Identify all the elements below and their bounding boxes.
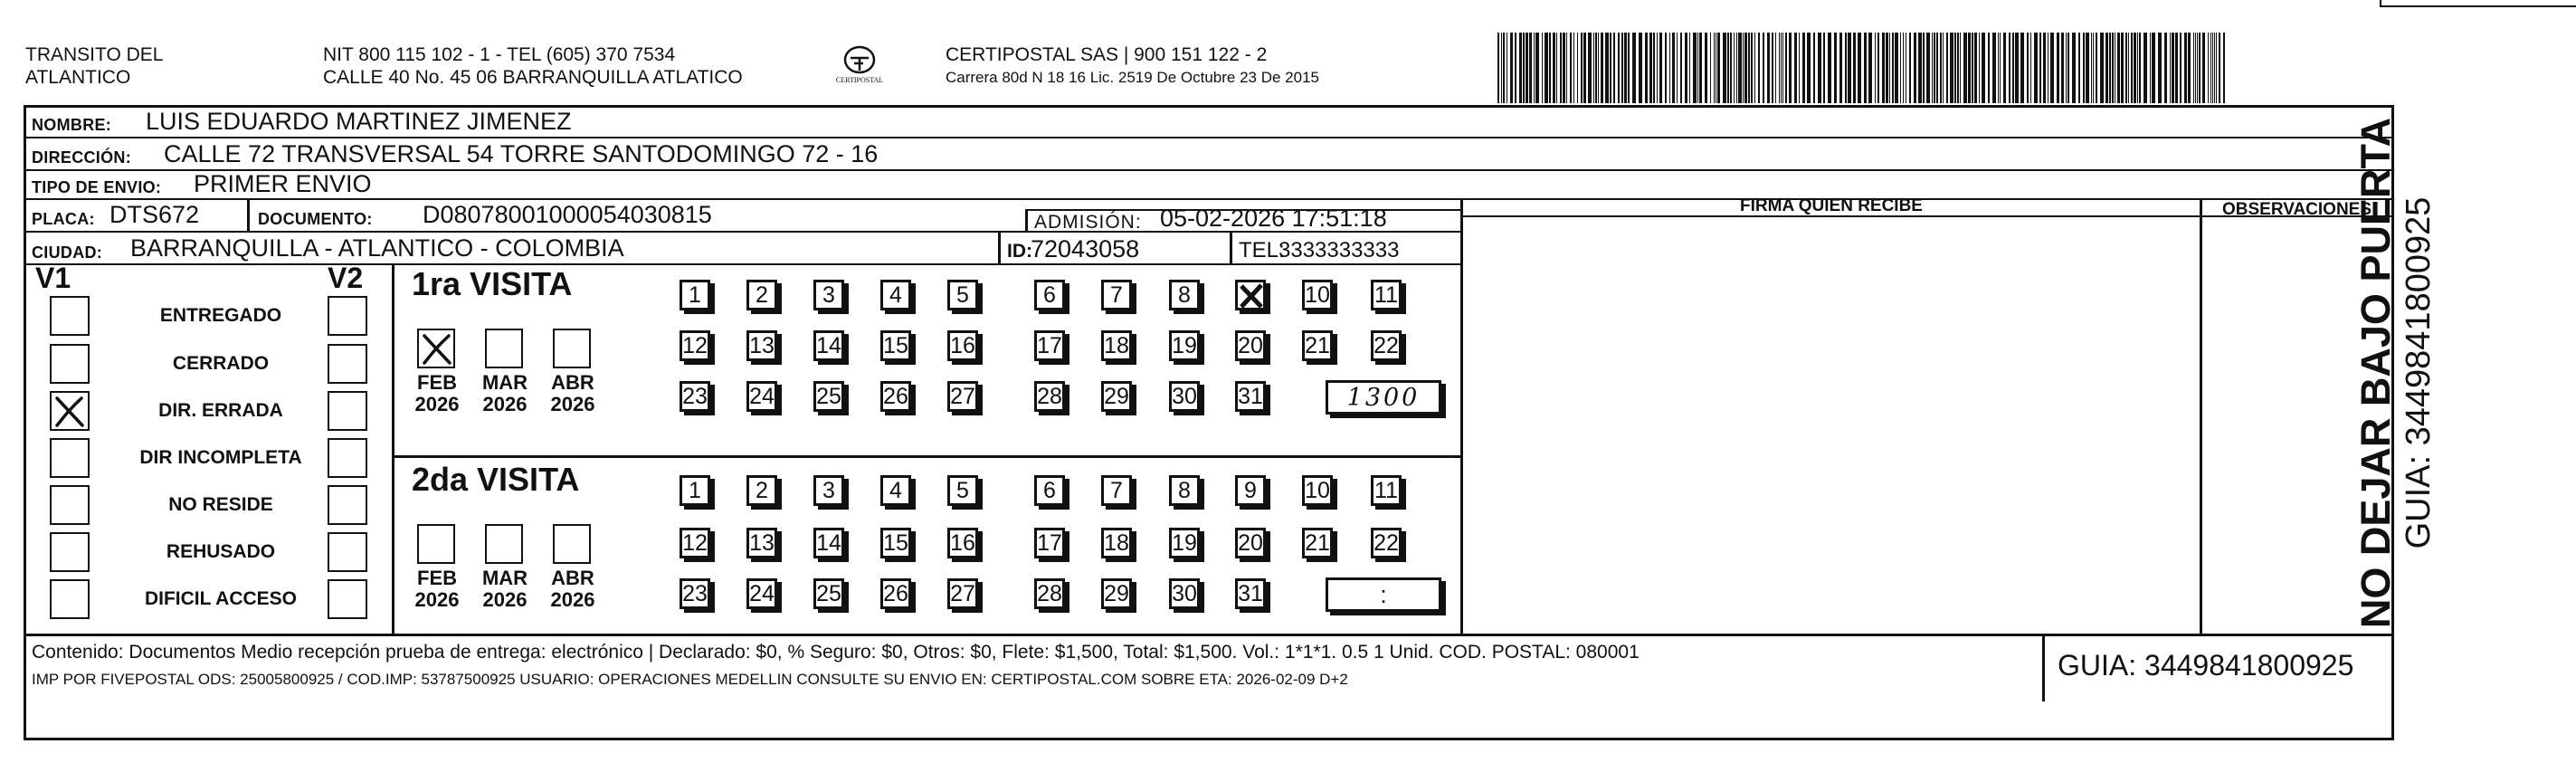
day-box[interactable]: 5 bbox=[947, 280, 978, 310]
v1-checkbox[interactable] bbox=[50, 344, 90, 384]
day-box[interactable]: 23 bbox=[680, 578, 710, 609]
day-box[interactable]: 11 bbox=[1371, 280, 1402, 310]
day-box[interactable]: 4 bbox=[880, 280, 911, 310]
visit2-title: 2da VISITA bbox=[412, 461, 580, 498]
tipo-envio-value: PRIMER ENVIO bbox=[194, 170, 372, 197]
day-box[interactable]: 3 bbox=[813, 475, 844, 506]
day-box[interactable]: 25 bbox=[813, 578, 844, 609]
day-box[interactable]: 18 bbox=[1101, 330, 1132, 361]
sender-address-line: CALLE 40 No. 45 06 BARRANQUILLA ATLATICO bbox=[323, 67, 743, 88]
courier-license-line: Carrera 80d N 18 16 Lic. 2519 De Octubre 23 De 2015 bbox=[946, 69, 1319, 86]
day-box[interactable]: 16 bbox=[947, 330, 978, 361]
admision-divider bbox=[1025, 209, 1028, 233]
day-box[interactable]: 21 bbox=[1302, 330, 1333, 361]
month-year: 2026 bbox=[482, 588, 528, 611]
day-box[interactable]: 22 bbox=[1371, 528, 1402, 558]
row-placa bbox=[26, 200, 1460, 233]
month-checkbox[interactable] bbox=[553, 524, 591, 564]
row-ciudad bbox=[26, 233, 1460, 265]
day-box[interactable]: 1 bbox=[680, 475, 710, 506]
day-box[interactable]: 8 bbox=[1169, 475, 1200, 506]
admision-label: ADMISIÓN: bbox=[1034, 212, 1142, 233]
sender-name bbox=[25, 43, 163, 89]
day-box[interactable]: 19 bbox=[1169, 528, 1200, 558]
day-box[interactable]: 28 bbox=[1034, 381, 1065, 412]
status-label: ENTREGADO bbox=[159, 305, 282, 326]
status-section bbox=[26, 262, 1460, 634]
month-year: 2026 bbox=[550, 588, 595, 611]
day-box[interactable]: 14 bbox=[813, 330, 844, 361]
barcode bbox=[1497, 33, 2230, 103]
day-box[interactable]: 4 bbox=[880, 475, 911, 506]
day-box[interactable]: 12 bbox=[680, 330, 710, 361]
month-label: MAR bbox=[481, 371, 528, 394]
id-label: ID: bbox=[1007, 241, 1032, 262]
day-box[interactable]: 27 bbox=[947, 381, 978, 412]
observaciones-label: OBSERVACIONES bbox=[2221, 200, 2372, 219]
day-box[interactable]: 2 bbox=[746, 475, 777, 506]
form-frame bbox=[24, 105, 2394, 740]
day-box[interactable]: 31 bbox=[1235, 381, 1266, 412]
day-box[interactable]: 13 bbox=[746, 330, 777, 361]
month-label: ABR bbox=[551, 567, 594, 589]
month-label: FEB bbox=[417, 567, 457, 589]
day-box[interactable]: 8 bbox=[1169, 280, 1200, 310]
day-box[interactable]: 13 bbox=[746, 528, 777, 558]
day-box[interactable]: 23 bbox=[680, 381, 710, 412]
day-box[interactable]: 15 bbox=[880, 528, 911, 558]
month-label: ABR bbox=[551, 371, 594, 394]
id-divider bbox=[998, 233, 1001, 265]
row-direccion bbox=[26, 138, 2391, 171]
month-year: 2026 bbox=[482, 393, 528, 415]
day-box[interactable]: 18 bbox=[1101, 528, 1132, 558]
visit1-title: 1ra VISITA bbox=[412, 265, 573, 302]
day-box[interactable] bbox=[1235, 280, 1266, 310]
v2-checkbox[interactable] bbox=[328, 579, 367, 619]
month-year: 2026 bbox=[414, 393, 460, 415]
day-box[interactable]: 15 bbox=[880, 330, 911, 361]
side-text-main: NO DEJAR BAJO PUERTA bbox=[2353, 117, 2399, 629]
documento-value: D08078001000054030815 bbox=[423, 201, 712, 228]
day-box[interactable]: 7 bbox=[1101, 280, 1132, 310]
month-checkbox[interactable] bbox=[417, 329, 455, 368]
firma-label: FIRMA QUIEN RECIBE bbox=[1740, 196, 1923, 215]
placa-divider bbox=[247, 200, 250, 233]
ciudad-value: BARRANQUILLA - ATLANTICO - COLOMBIA bbox=[130, 234, 624, 262]
day-box[interactable]: 25 bbox=[813, 381, 844, 412]
courier-logo-text: CERTIPOSTAL bbox=[835, 76, 884, 84]
nombre-value: LUIS EDUARDO MARTINEZ JIMENEZ bbox=[146, 108, 572, 135]
placa-value: DTS672 bbox=[109, 201, 200, 228]
day-box[interactable]: 2 bbox=[746, 280, 777, 310]
day-box[interactable]: 22 bbox=[1371, 330, 1402, 361]
v2-label: V2 bbox=[328, 262, 364, 294]
status-label: DIFICIL ACCESO bbox=[144, 588, 297, 609]
admision-value: 05-02-2026 17:51:18 bbox=[1160, 205, 1387, 232]
v1-checkbox[interactable] bbox=[50, 579, 90, 619]
tel-divider bbox=[1230, 233, 1232, 265]
day-box[interactable]: 14 bbox=[813, 528, 844, 558]
month-checkbox[interactable] bbox=[553, 329, 591, 368]
day-box[interactable]: 1 bbox=[680, 280, 710, 310]
courier-logo-icon bbox=[832, 42, 887, 96]
month-label: MAR bbox=[481, 567, 528, 589]
month-checkbox[interactable] bbox=[485, 329, 523, 368]
v2-checkbox[interactable] bbox=[328, 532, 367, 572]
time-field[interactable]: : bbox=[1326, 577, 1441, 612]
day-box[interactable]: 19 bbox=[1169, 330, 1200, 361]
month-checkbox[interactable] bbox=[485, 524, 523, 564]
day-box[interactable]: 6 bbox=[1034, 280, 1065, 310]
day-box[interactable]: 26 bbox=[880, 578, 911, 609]
observaciones-left-border bbox=[2200, 200, 2202, 634]
day-box[interactable]: 31 bbox=[1235, 578, 1266, 609]
documento-label: DOCUMENTO: bbox=[258, 210, 373, 228]
v2-checkbox[interactable] bbox=[328, 296, 367, 336]
footer-divider bbox=[26, 634, 2391, 636]
day-box[interactable]: 10 bbox=[1302, 475, 1333, 506]
footer-guia-divider bbox=[2042, 636, 2045, 701]
direccion-value: CALLE 72 TRANSVERSAL 54 TORRE SANTODOMINGO 72 - 16 bbox=[164, 140, 879, 167]
courier-logo bbox=[832, 42, 887, 96]
status-label: REHUSADO bbox=[166, 541, 276, 562]
status-label: NO RESIDE bbox=[168, 494, 273, 515]
day-box[interactable]: 11 bbox=[1371, 475, 1402, 506]
day-box[interactable]: 20 bbox=[1235, 528, 1266, 558]
v2-checkbox[interactable] bbox=[328, 438, 367, 478]
visit-divider bbox=[394, 455, 1460, 458]
day-box[interactable]: 6 bbox=[1034, 475, 1065, 506]
corner-mark-line bbox=[2380, 5, 2576, 7]
status-label: DIR. ERRADA bbox=[158, 400, 283, 421]
barcode-graphic bbox=[1497, 33, 2230, 103]
firma-area[interactable] bbox=[1465, 218, 2198, 630]
placa-label: PLACA: bbox=[32, 210, 95, 228]
firma-left-border bbox=[1460, 200, 1463, 634]
courier-info bbox=[946, 43, 1319, 89]
day-box[interactable]: 17 bbox=[1034, 528, 1065, 558]
row-nombre bbox=[26, 108, 2391, 138]
day-box[interactable]: 3 bbox=[813, 280, 844, 310]
footer-guia: GUIA: 3449841800925 bbox=[2058, 649, 2354, 682]
day-box[interactable]: 24 bbox=[746, 578, 777, 609]
nombre-label: NOMBRE: bbox=[32, 116, 112, 134]
v1-label: V1 bbox=[35, 262, 71, 294]
v1-checkbox[interactable] bbox=[50, 296, 90, 336]
sender-name-line1: TRANSITO DEL bbox=[25, 44, 164, 65]
month-label: FEB bbox=[417, 371, 457, 394]
day-box[interactable]: 24 bbox=[746, 381, 777, 412]
v2-checkbox[interactable] bbox=[328, 485, 367, 525]
day-box[interactable]: 26 bbox=[880, 381, 911, 412]
status-divider bbox=[392, 265, 394, 634]
v1-checkbox[interactable] bbox=[50, 391, 90, 431]
v2-checkbox[interactable] bbox=[328, 391, 367, 431]
day-box[interactable]: 7 bbox=[1101, 475, 1132, 506]
month-checkbox[interactable] bbox=[417, 524, 455, 564]
v2-checkbox[interactable] bbox=[328, 344, 367, 384]
day-box[interactable]: 21 bbox=[1302, 528, 1333, 558]
day-box[interactable]: 10 bbox=[1302, 280, 1333, 310]
id-value: 72043058 bbox=[1031, 235, 1140, 262]
month-year: 2026 bbox=[550, 393, 595, 415]
tel-label: TEL: bbox=[1239, 238, 1285, 262]
direccion-label: DIRECCIÓN: bbox=[32, 148, 131, 167]
day-box[interactable]: 12 bbox=[680, 528, 710, 558]
day-box[interactable]: 28 bbox=[1034, 578, 1065, 609]
day-box[interactable]: 30 bbox=[1169, 578, 1200, 609]
sender-contact bbox=[323, 43, 743, 89]
footer-imp-line: IMP POR FIVEPOSTAL ODS: 25005800925 / COD.IMP: 53787500925 USUARIO: OPERACIONES MEDELLIN CONSULTE SU ENVIO EN: CERTIPOSTAL.COM SOBRE ETA: 2026-02-09 D+2 bbox=[32, 671, 1348, 688]
tipo-envio-label: TIPO DE ENVIO: bbox=[32, 178, 162, 196]
v1-checkbox[interactable] bbox=[50, 532, 90, 572]
v1-checkbox[interactable] bbox=[50, 485, 90, 525]
day-box[interactable]: 27 bbox=[947, 578, 978, 609]
day-box[interactable]: 9 bbox=[1235, 475, 1266, 506]
v1-checkbox[interactable] bbox=[50, 438, 90, 478]
month-year: 2026 bbox=[414, 588, 460, 611]
side-text-guia: GUIA: 3449841800925 bbox=[2400, 196, 2438, 549]
time-field[interactable]: 1300 bbox=[1326, 380, 1441, 415]
day-box[interactable]: 16 bbox=[947, 528, 978, 558]
tel-value: 3333333333 bbox=[1278, 238, 1400, 262]
footer-contenido: Contenido: Documentos Medio recepción prueba de entrega: electrónico | Declarado: $0, % Seguro: $0, Otros: $0, Flete: $1,500, Total: $1,500. Vol.: 1*1*1. 0.5 1 Unid. COD. POSTAL: 080001 bbox=[32, 642, 1640, 663]
day-box[interactable]: 30 bbox=[1169, 381, 1200, 412]
status-label: DIR INCOMPLETA bbox=[139, 447, 302, 468]
sender-name-line2: ATLANTICO bbox=[25, 67, 131, 88]
status-label: CERRADO bbox=[172, 353, 270, 374]
day-box[interactable]: 20 bbox=[1235, 330, 1266, 361]
ciudad-label: CIUDAD: bbox=[32, 243, 103, 262]
sender-nit-line: NIT 800 115 102 - 1 - TEL (605) 370 7534 bbox=[323, 44, 676, 65]
courier-name-line: CERTIPOSTAL SAS | 900 151 122 - 2 bbox=[946, 44, 1268, 65]
day-box[interactable]: 5 bbox=[947, 475, 978, 506]
day-box[interactable]: 29 bbox=[1101, 381, 1132, 412]
day-box[interactable]: 17 bbox=[1034, 330, 1065, 361]
day-box[interactable]: 29 bbox=[1101, 578, 1132, 609]
